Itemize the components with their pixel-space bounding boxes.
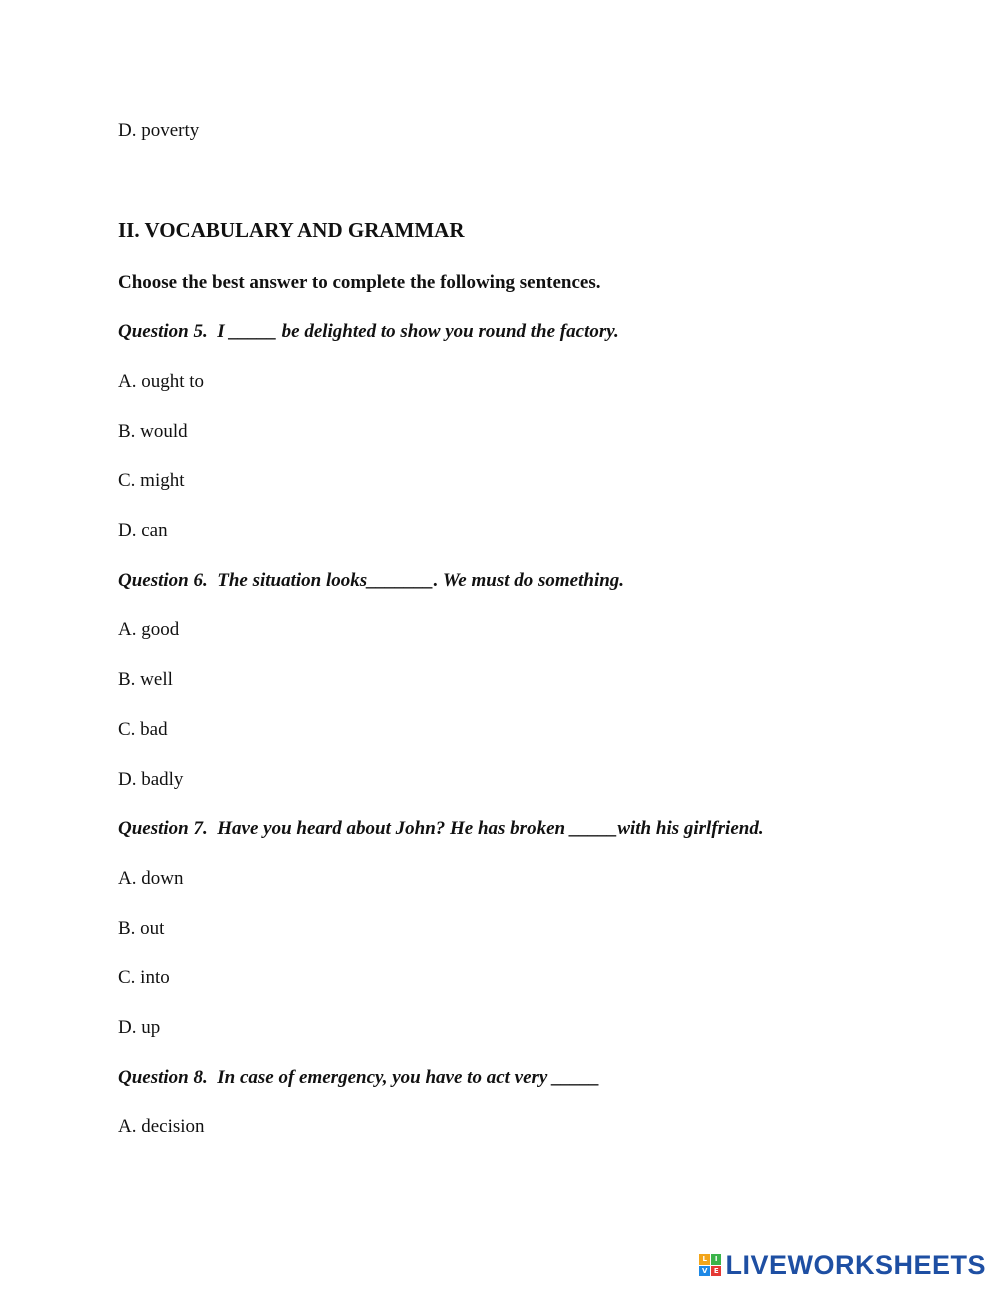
q7-option-d: D. up (118, 1017, 161, 1038)
logo-text: LIVEWORKSHEETS (725, 1249, 986, 1280)
q6-option-d: D. badly (118, 769, 184, 790)
q7-option-c: C. into (118, 967, 170, 988)
q6-option-c: C. bad (118, 719, 168, 740)
q5-option-b: B. would (118, 421, 188, 442)
q5-option-c: C. might (118, 470, 185, 491)
option-previous-d: D. poverty (118, 120, 200, 141)
q7-option-b: B. out (118, 918, 165, 939)
q5-option-a: A. ought to (118, 371, 205, 392)
logo-mark-icon: L I V E (699, 1254, 721, 1276)
liveworksheets-logo (699, 1250, 986, 1280)
question-8: Question 8. In case of emergency, you have to act very _____ (118, 1067, 600, 1088)
q6-option-b: B. well (118, 669, 173, 690)
question-5: Question 5. I _____ be delighted to show you round the factory. (118, 321, 619, 342)
q6-option-a: A. good (118, 619, 180, 640)
question-6: Question 6. The situation looks_______. We must do something. (118, 570, 625, 591)
q5-option-d: D. can (118, 520, 168, 541)
q8-option-a: A. decision (118, 1116, 205, 1137)
question-7: Question 7. Have you heard about John? He has broken _____with his girlfriend. (118, 818, 764, 839)
q7-option-a: A. down (118, 868, 184, 889)
instruction-text: Choose the best answer to complete the following sentences. (118, 272, 601, 293)
section-heading: II. VOCABULARY AND GRAMMAR (118, 218, 465, 242)
